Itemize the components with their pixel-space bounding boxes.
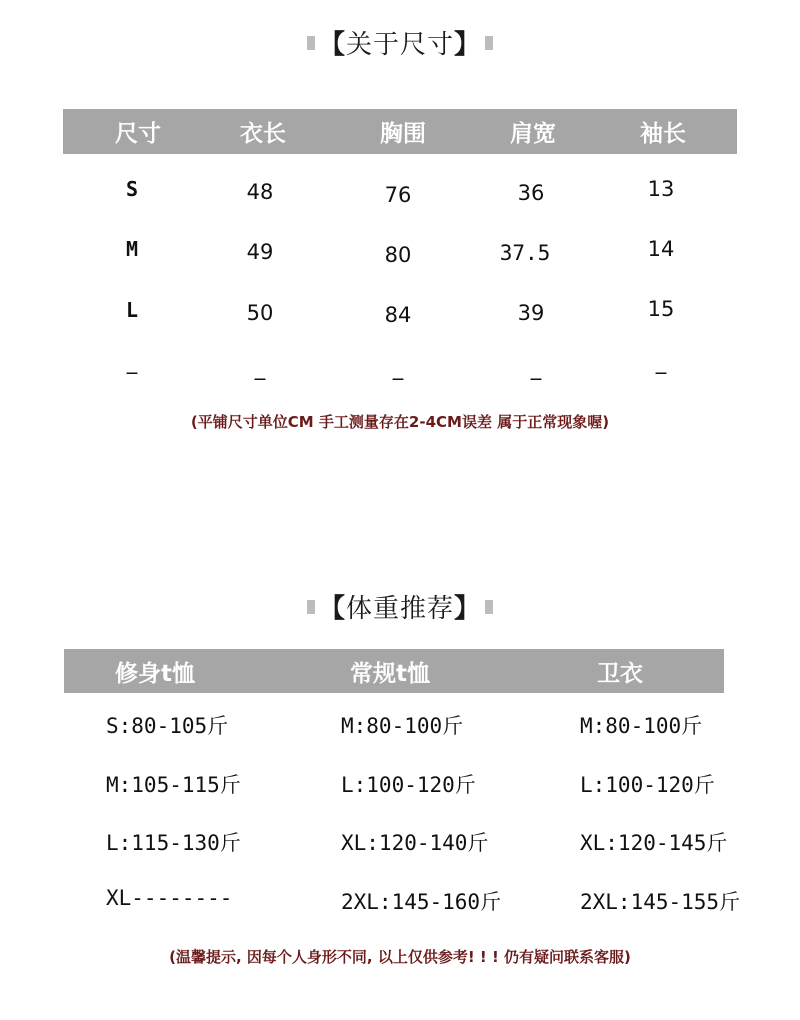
table-cell-shoulder: _ — [530, 356, 542, 380]
weight-cell: L:100-120斤 — [341, 773, 476, 797]
weight-title-text: 体重推荐 — [345, 594, 454, 624]
table-cell-sleeve: 13 — [647, 177, 675, 201]
title-bracket-left: 【 — [318, 594, 346, 624]
weight-cell: S:80-105斤 — [106, 714, 229, 738]
weight-cell: XL-------- — [106, 886, 233, 910]
size-title-text: 关于尺寸 — [345, 30, 454, 60]
size-table-header — [63, 109, 737, 154]
size-note: (平铺尺寸单位CM 手工测量存在2-4CM误差 属于正常现象喔) — [190, 413, 610, 431]
header-sleeve: 袖长 — [640, 121, 686, 147]
table-cell-shoulder: 39 — [517, 301, 545, 325]
title-bracket-right: 】 — [454, 30, 482, 60]
table-cell-chest: 76 — [384, 183, 412, 207]
header-hoodie: 卫衣 — [597, 660, 643, 687]
table-cell-size: S — [125, 177, 139, 201]
weight-cell: M:105-115斤 — [106, 773, 241, 797]
table-cell-shoulder: 37.5 — [499, 241, 551, 265]
table-cell-sleeve: 15 — [647, 297, 675, 321]
weight-cell: M:80-100斤 — [580, 714, 703, 738]
header-size: 尺寸 — [115, 121, 161, 147]
header-regular-tshirt: 常规t恤 — [350, 660, 430, 687]
table-cell-shoulder: 36 — [517, 181, 545, 205]
table-cell-length: _ — [254, 356, 266, 380]
weight-cell: XL:120-140斤 — [341, 831, 489, 855]
header-shoulder: 肩宽 — [510, 121, 556, 147]
weight-cell: M:80-100斤 — [341, 714, 464, 738]
weight-note: (温馨提示, 因每个人身形不同, 以上仅供参考! ! ! 仍有疑问联系客服) — [169, 948, 631, 966]
weight-cell: L:115-130斤 — [106, 831, 241, 855]
table-cell-size: M — [125, 237, 139, 261]
title-bracket-right: 】 — [454, 594, 482, 624]
weight-cell: 2XL:145-160斤 — [341, 890, 502, 914]
header-slim-tshirt: 修身t恤 — [115, 660, 195, 687]
size-section-title — [0, 24, 800, 61]
table-cell-length: 48 — [246, 180, 274, 204]
weight-cell: 2XL:145-155斤 — [580, 890, 741, 914]
weight-table-header — [64, 649, 724, 693]
table-cell-sleeve: 14 — [647, 237, 675, 261]
table-cell-length: 50 — [246, 301, 274, 325]
weight-section-title — [0, 588, 800, 625]
table-cell-sleeve: _ — [655, 350, 667, 374]
weight-cell: XL:120-145斤 — [580, 831, 728, 855]
title-bracket-left: 【 — [318, 30, 346, 60]
header-length: 衣长 — [240, 121, 286, 147]
table-cell-chest: 80 — [384, 243, 412, 267]
table-cell-size: _ — [126, 350, 138, 374]
header-chest: 胸围 — [380, 121, 426, 147]
table-cell-chest: 84 — [384, 303, 412, 327]
table-cell-size: L — [125, 298, 139, 322]
weight-cell: L:100-120斤 — [580, 773, 715, 797]
table-cell-chest: _ — [392, 356, 404, 380]
table-cell-length: 49 — [246, 240, 274, 264]
